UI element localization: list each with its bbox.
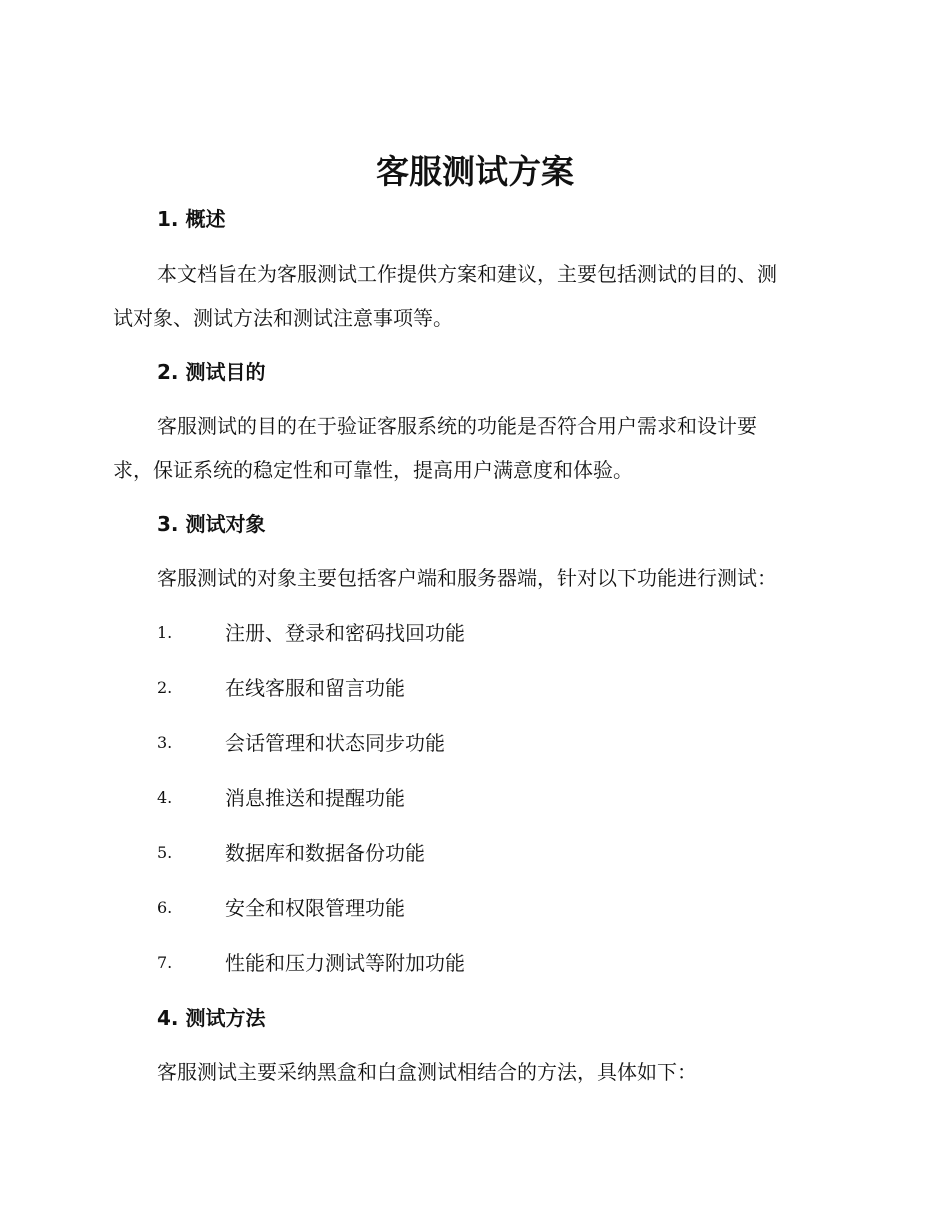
document-title: 客服测试方案 bbox=[376, 152, 574, 191]
list-item-text: 会话管理和状态同步功能 bbox=[225, 731, 445, 755]
list-item-number: 7. bbox=[157, 953, 173, 972]
purpose-paragraph-line-1: 客服测试的目的在于验证客服系统的功能是否符合用户需求和设计要 bbox=[157, 414, 757, 438]
methods-paragraph: 客服测试主要采纳黑盒和白盒测试相结合的方法，具体如下： bbox=[157, 1060, 697, 1084]
section-heading-overview: 1. 概述 bbox=[157, 207, 226, 231]
list-item-number: 5. bbox=[157, 843, 173, 862]
list-item-text: 数据库和数据备份功能 bbox=[225, 841, 425, 865]
list-item-number: 4. bbox=[157, 788, 173, 807]
section-heading-methods: 4. 测试方法 bbox=[157, 1006, 266, 1030]
list-item-text: 注册、登录和密码找回功能 bbox=[225, 621, 465, 645]
list-item-number: 2. bbox=[157, 678, 173, 697]
section-heading-purpose: 2. 测试目的 bbox=[157, 360, 266, 384]
overview-paragraph-line-2: 试对象、测试方法和测试注意事项等。 bbox=[113, 306, 453, 330]
purpose-paragraph-line-2: 求，保证系统的稳定性和可靠性，提高用户满意度和体验。 bbox=[113, 458, 633, 482]
section-heading-objects: 3. 测试对象 bbox=[157, 512, 266, 536]
list-item-number: 1. bbox=[157, 623, 173, 642]
list-item-text: 消息推送和提醒功能 bbox=[225, 786, 405, 810]
list-item-text: 安全和权限管理功能 bbox=[225, 896, 405, 920]
list-item-number: 3. bbox=[157, 733, 173, 752]
list-item-number: 6. bbox=[157, 898, 173, 917]
list-item-text: 性能和压力测试等附加功能 bbox=[225, 951, 465, 975]
objects-paragraph: 客服测试的对象主要包括客户端和服务器端，针对以下功能进行测试： bbox=[157, 566, 777, 590]
list-item-text: 在线客服和留言功能 bbox=[225, 676, 405, 700]
overview-paragraph-line-1: 本文档旨在为客服测试工作提供方案和建议，主要包括测试的目的、测 bbox=[157, 262, 777, 286]
